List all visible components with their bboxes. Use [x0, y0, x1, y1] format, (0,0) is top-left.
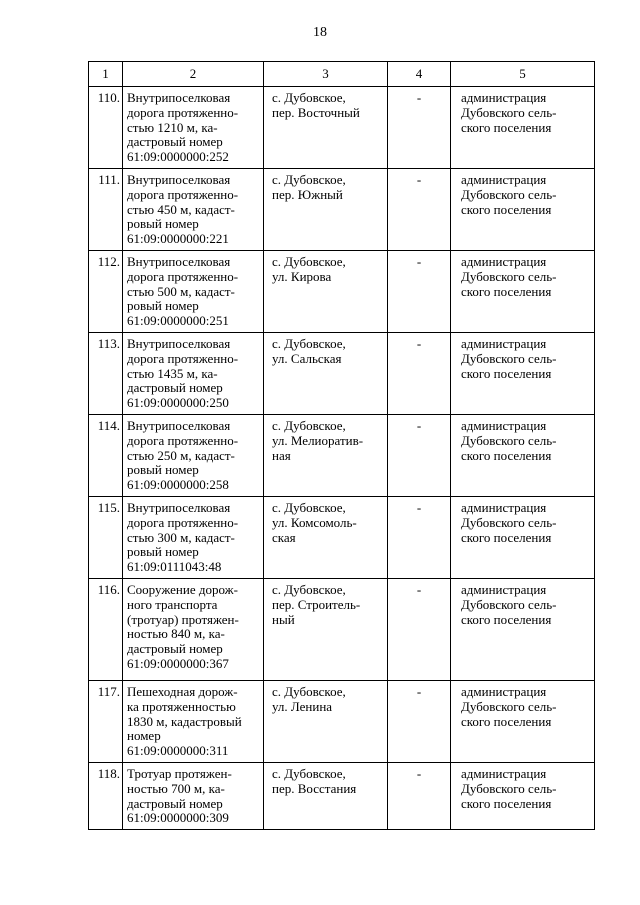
object-owner: администрация Дубовского сель- ского поселения — [451, 87, 595, 169]
row-number: 111. — [89, 169, 123, 251]
object-name: Внутрипоселковая дорога протяженно- стью 250 м, кадаст- ровый номер 61:09:0000000:258 — [123, 415, 264, 497]
object-address: с. Дубовское, пер. Строитель- ный — [264, 579, 388, 681]
column-4-value: - — [388, 579, 451, 681]
object-owner: администрация Дубовского сель- ского поселения — [451, 579, 595, 681]
object-name: Внутрипоселковая дорога протяженно- стью 450 м, кадаст- ровый номер 61:09:0000000:221 — [123, 169, 264, 251]
object-owner: администрация Дубовского сель- ского поселения — [451, 681, 595, 763]
row-number: 114. — [89, 415, 123, 497]
object-address: с. Дубовское, ул. Ленина — [264, 681, 388, 763]
object-name: Тротуар протяжен- ностью 700 м, ка- дастровый номер 61:09:0000000:309 — [123, 763, 264, 830]
table-row — [89, 333, 595, 415]
column-4-value: - — [388, 763, 451, 830]
object-address: с. Дубовское, пер. Восточный — [264, 87, 388, 169]
column-4-value: - — [388, 251, 451, 333]
row-number: 110. — [89, 87, 123, 169]
row-number: 118. — [89, 763, 123, 830]
table-header-row — [89, 62, 595, 87]
column-4-value: - — [388, 333, 451, 415]
object-owner: администрация Дубовского сель- ского поселения — [451, 415, 595, 497]
row-number: 112. — [89, 251, 123, 333]
object-owner: администрация Дубовского сель- ского поселения — [451, 169, 595, 251]
column-header-2: 2 — [123, 62, 264, 87]
column-header-3: 3 — [264, 62, 388, 87]
table-row — [89, 169, 595, 251]
column-header-1: 1 — [89, 62, 123, 87]
table-row — [89, 681, 595, 763]
column-4-value: - — [388, 169, 451, 251]
column-4-value: - — [388, 681, 451, 763]
object-owner: администрация Дубовского сель- ского поселения — [451, 251, 595, 333]
table-row — [89, 579, 595, 681]
row-number: 116. — [89, 579, 123, 681]
page-number: 18 — [313, 25, 327, 40]
table-row — [89, 415, 595, 497]
object-address: с. Дубовское, ул. Кирова — [264, 251, 388, 333]
object-name: Пешеходная дорож- ка протяженностью 1830 м, кадастровый номер 61:09:0000000:311 — [123, 681, 264, 763]
table-row — [89, 497, 595, 579]
object-name: Сооружение дорож- ного транспорта (тротуар) протяжен- ностью 840 м, ка- дастровый номер 61:09:0000000:367 — [123, 579, 264, 681]
table-row — [89, 87, 595, 169]
object-owner: администрация Дубовского сель- ского поселения — [451, 763, 595, 830]
column-4-value: - — [388, 497, 451, 579]
row-number: 115. — [89, 497, 123, 579]
column-4-value: - — [388, 415, 451, 497]
property-registry-table — [88, 61, 595, 830]
object-name: Внутрипоселковая дорога протяженно- стью 1210 м, ка- дастровый номер 61:09:0000000:252 — [123, 87, 264, 169]
object-name: Внутрипоселковая дорога протяженно- стью 1435 м, ка- дастровый номер 61:09:0000000:250 — [123, 333, 264, 415]
column-4-value: - — [388, 87, 451, 169]
object-address: с. Дубовское, ул. Комсомоль- ская — [264, 497, 388, 579]
column-header-4: 4 — [388, 62, 451, 87]
object-address: с. Дубовское, ул. Мелиоратив- ная — [264, 415, 388, 497]
row-number: 113. — [89, 333, 123, 415]
table-row — [89, 763, 595, 830]
table-row — [89, 251, 595, 333]
object-address: с. Дубовское, пер. Южный — [264, 169, 388, 251]
object-address: с. Дубовское, ул. Сальская — [264, 333, 388, 415]
object-owner: администрация Дубовского сель- ского поселения — [451, 497, 595, 579]
object-address: с. Дубовское, пер. Восстания — [264, 763, 388, 830]
object-name: Внутрипоселковая дорога протяженно- стью 500 м, кадаст- ровый номер 61:09:0000000:251 — [123, 251, 264, 333]
row-number: 117. — [89, 681, 123, 763]
column-header-5: 5 — [451, 62, 595, 87]
object-owner: администрация Дубовского сель- ского поселения — [451, 333, 595, 415]
object-name: Внутрипоселковая дорога протяженно- стью 300 м, кадаст- ровый номер 61:09:0111043:48 — [123, 497, 264, 579]
